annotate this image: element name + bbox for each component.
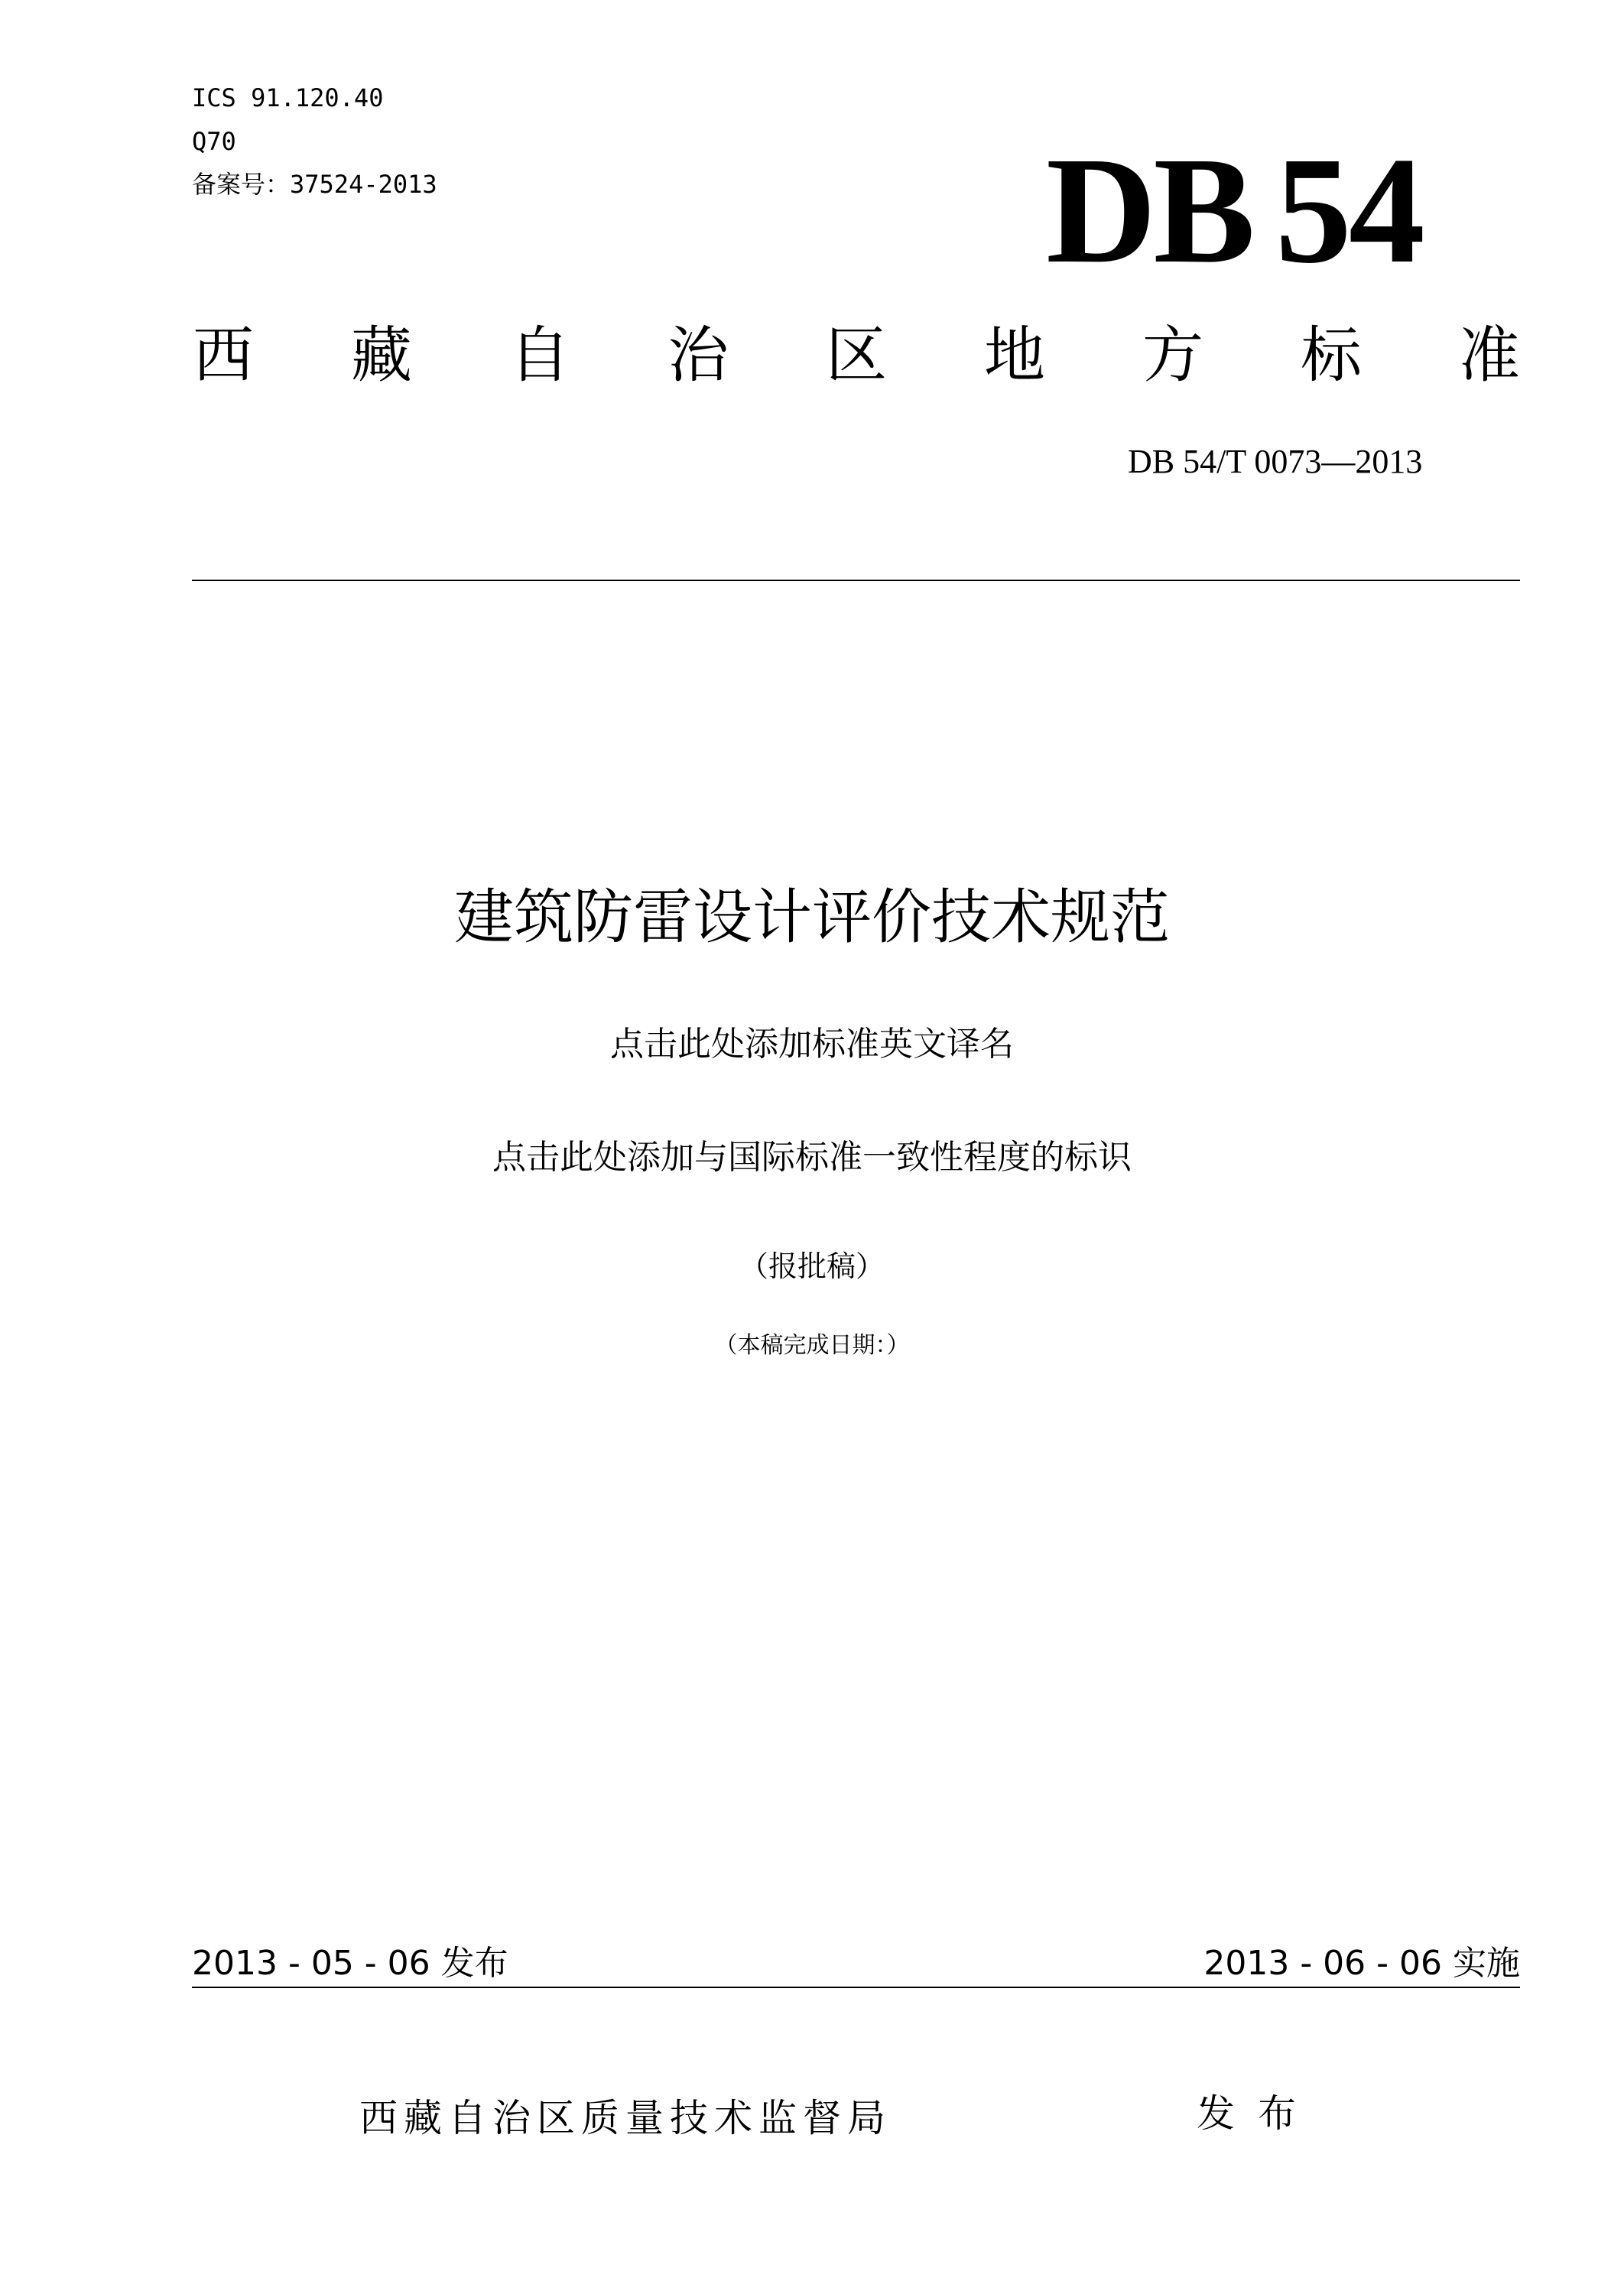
english-name-placeholder: 点击此处添加标准英文译名 <box>610 1025 1014 1064</box>
issuing-authority: 西藏自治区质量技术监督局 <box>359 2096 892 2140</box>
standard-type-char: 藏 <box>351 320 412 391</box>
standard-type-char: 区 <box>826 320 887 391</box>
filing-number: 备案号：37524-2013 <box>192 170 437 199</box>
db-logo <box>1046 126 1422 295</box>
standard-type-char: 准 <box>1459 320 1520 391</box>
standard-type-char: 标 <box>1301 320 1362 391</box>
issue-date: 2013 - 05 - 06 发布 <box>192 1944 508 1983</box>
standard-type-char: 西 <box>193 320 254 391</box>
standard-type-char: 地 <box>984 320 1045 391</box>
top-divider <box>192 580 1520 581</box>
bottom-divider <box>192 1987 1520 1988</box>
standard-type-char: 治 <box>667 320 729 391</box>
ics-code: ICS 91.120.40 <box>192 83 384 112</box>
document-title: 建筑防雷设计评价技术规范 <box>453 883 1170 952</box>
completion-date: （本稿完成日期：） <box>714 1332 910 1359</box>
draft-status: （报批稿） <box>739 1249 885 1283</box>
standard-code: DB 54/T 0073—2013 <box>1128 443 1423 480</box>
db-logo-prefix: DB <box>1046 126 1252 295</box>
publish-label: 发布 <box>1197 2091 1319 2136</box>
consistency-placeholder: 点击此处添加与国际标准一致性程度的标识 <box>492 1138 1132 1177</box>
ccs-code: Q70 <box>192 127 236 156</box>
db-logo-number: 54 <box>1275 126 1422 295</box>
implementation-date: 2013 - 06 - 06 实施 <box>1203 1944 1520 1983</box>
standard-type-heading <box>193 317 1520 394</box>
standard-type-char: 方 <box>1142 320 1203 391</box>
standard-type-char: 自 <box>509 320 570 391</box>
